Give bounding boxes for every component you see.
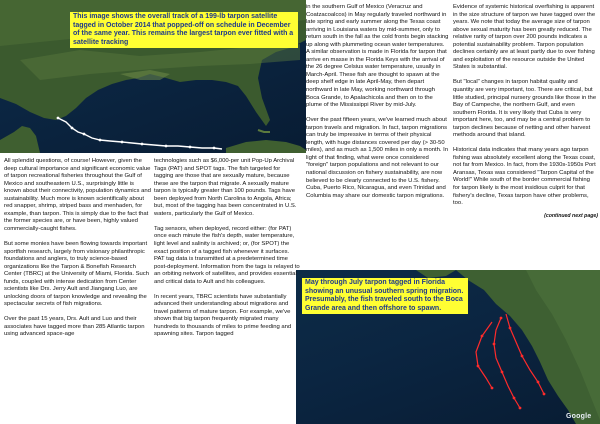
text-column-2 xyxy=(154,158,300,339)
paragraph: But "local" changes in tarpon habitat quality and quantity are very important, too. There are critical, but little studied, principal nursery grounds like those in the Bay of Campeche, the northern Gulf, and even southern Florida. It is very likely that Cuba is very important here, too, and may be a central problem to tarpon declines because of netting and other harvest methods around that island. xyxy=(453,79,597,139)
mexico-landmass xyxy=(0,126,40,153)
paragraph: All splendid questions, of course! However, given the deep cultural importance and significant economic value of tarpon recreational fisheries throughout the Gulf of Mexico and southeastern U.S., surprisingly little is known about their connectivity, population dynamics and sustainability. Much more is known scientifically about red snapper, shrimp, striped bass and menhaden, for example, than tarpon. This is simply due to the fact that the former species are, or have been, highly valued commercially-caught fishes. xyxy=(4,158,151,232)
bottom-map-caption: May through July tarpon tagged in Florida showing an unusual southern spring migration. Presumably, the fish traveled south to the Boca Grande area and then offshore to spawn. xyxy=(302,278,468,314)
paragraph: Historical data indicates that many years ago tarpon fishing was absolutely excellent along the Texas coast, not far from Mexico. In fact, from the 1930s-1950s Port Aransas, Texas was considered "Tarpon Capital of the World!" While south of the border commercial fishing for tarpon likely is the most insidious culprit for that fishery's decline, Texas tarpon have other problems, too. xyxy=(453,147,596,207)
continued-note: (continued next page) xyxy=(544,213,598,220)
text-column-1 xyxy=(4,158,152,339)
top-map xyxy=(0,0,306,153)
paragraph: Over the past fifteen years, we've learned much about tarpon travels and migration. In fact, tarpon migrations can truly be impressive in terms of their physical length, with huge distances covered per day (> 30-50 miles), and as much as 1,500 miles in only a month. In light of that finding, what were once considered "foreign" tarpon populations and not relevant to our national discussion on fishery sustainability, are now believed to be clearly connected to the U.S. fishery. Cuba, Puerto Rico, Nicaragua, and even Trinidad and Columbia may share our domestic tarpon migrations. xyxy=(306,117,449,199)
tarpon-track-199lb xyxy=(58,118,222,149)
google-watermark: Google xyxy=(566,413,592,420)
paragraph: But some monies have been flowing towards important sportfish research, largely from visionary philanthropic foundations and anglers, to truly science-based organizations like the Tarpon & Bonefish Research Center (TBRC) at the University of Miami, Florida. Such funds, coupled with intense dedication from Center scientists like Drs. Jerry Ault and Jiangang Luo, are unlocking doors of tarpon knowledge and revealing the spectacular secrets of fish migrations. xyxy=(4,240,150,308)
paragraph: Evidence of systemic historical overfishing is apparent in the size structure of tarpon we have tagged over the years. We note that today the average size of tarpon above sexual maturity has been greatly reduced. The relative rarity of tarpon over 200 pounds indicates a potential sustainability problem. Tarpon population declines certainly are at least partly due to over fishing and exploitation of the resource outside the United States is substantial. xyxy=(453,4,596,71)
text-column-4 xyxy=(453,4,598,221)
text-column-3 xyxy=(306,4,449,200)
tarpon-track-1 xyxy=(494,318,520,408)
paragraph: in the southern Gulf of Mexico (Veracruz and Coatzacoalcos) in May regularly traveled northward in late spring and early summer along the Texas coast arriving in Louisiana waters by mid-summer, only to return south in the fall as the cold fronts begin stacking up along with plummeting ocean water temperatures. A similar observation is made in Florida for tarpon that arrive en masse in the Florida Keys with the arrival of the 26 degree Celsius water temperature, usually in March-April. These fish are thought to spawn at the deep shelf edge in late April-May, then depart northward in late May, working northward through Boca Grande, to Apalachicola and then on to the plume of the Mississippi River by mid-July. xyxy=(306,4,449,109)
cuba-landmass xyxy=(226,140,306,153)
tarpon-track-3 xyxy=(476,322,492,388)
paragraph: technologies such as $6,000-per unit Pop-Up Archival Tags (PAT) and SPOT tags. The fish targeted for tagging are those that are sexually mature, because these are the tarpon that migrate. A sexually mature tarpon is typically greater than 100 pounds. Tags have been deployed from North Carolina to Angola, Africa; but, most of the tagging has been concentrated in U.S. waters, particularly the Gulf of Mexico. xyxy=(154,158,297,217)
paragraph: Over the past 15 years, Drs. Ault and Luo and their associates have tagged more than 285 Atlantic tarpon using advanced space-age xyxy=(4,316,145,338)
top-map-caption: This image shows the overall track of a 199-lb tarpon satellite tagged in October 2014 that popped-off on schedule in December of the same year. This remains the largest tarpon ever fitted with a satellite tracking xyxy=(70,12,298,48)
bottom-map xyxy=(296,270,600,424)
paragraph: In recent years, TBRC scientists have substantially advanced their understanding about migrations and travel patterns of mature tarpon. For example, we've shown that big tarpon frequently migrated many hundreds to thousands of miles to prime feeding and spawning sites. Tarpon tagged xyxy=(154,293,292,338)
paragraph: Tag sensors, when deployed, record either: (for PAT) once each minute the fish's depth, water temperature, light level and salinity is archived; or, (for SPOT) the exact position of a tagged fish whenever it surfaces. PAT tag data is transmitted at a predetermined time post-deployment. Information from the tags is relayed to an orbiting network of satellites, and provides essential and critical data to Ault and his colleagues. xyxy=(154,225,300,285)
